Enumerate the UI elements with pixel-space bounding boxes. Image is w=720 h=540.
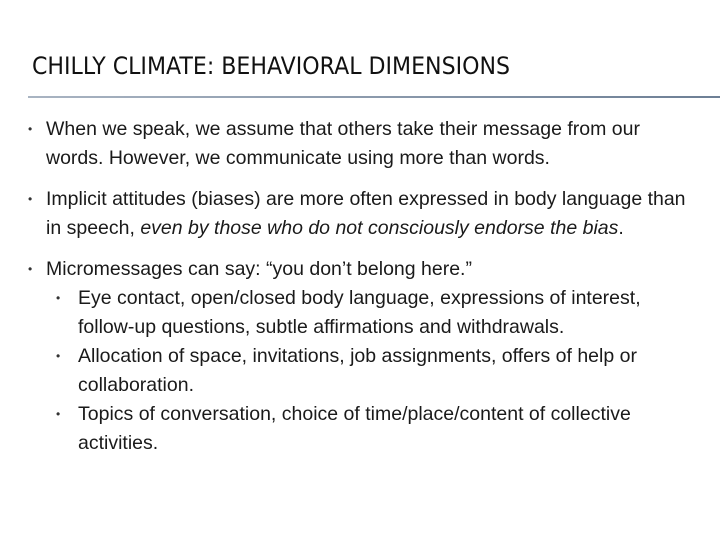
sub-bullet-text: Topics of conversation, choice of time/place/content of collective activities. [78, 403, 631, 454]
bullet-item [22, 115, 702, 173]
bullet-list [22, 115, 702, 458]
bullet-marker: • [28, 262, 33, 276]
sub-bullet-item [22, 284, 702, 342]
bullet-text: When we speak, we assume that others take their message from our words. However, we communicate using more than words. [46, 118, 640, 169]
bullet-item [22, 255, 702, 284]
bullet-text-italic: even by those who do not consciously endorse the bias [140, 217, 619, 239]
sub-bullet-text: Eye contact, open/closed body language, expressions of interest, follow-up questions, subtle affirmations and withdrawals. [78, 287, 641, 338]
slide-title: CHILLY CLIMATE: BEHAVIORAL DIMENSIONS [32, 52, 511, 80]
sub-bullet-item [22, 400, 702, 458]
sub-bullet-marker: • [56, 407, 61, 421]
bullet-text: Micromessages can say: “you don’t belong here.” [46, 258, 472, 280]
bullet-text: Implicit attitudes (biases) are more often expressed in body language than in speech, [46, 188, 686, 239]
bullet-marker: • [28, 192, 33, 206]
title-divider [28, 96, 720, 98]
bullet-item [22, 185, 702, 243]
sub-bullet-text: Allocation of space, invitations, job assignments, offers of help or collaboration. [78, 345, 637, 396]
bullet-marker: • [28, 122, 33, 136]
sub-bullet-marker: • [56, 349, 61, 363]
sub-bullet-marker: • [56, 291, 61, 305]
sub-bullet-item [22, 342, 702, 400]
bullet-text-end: . [618, 217, 624, 239]
